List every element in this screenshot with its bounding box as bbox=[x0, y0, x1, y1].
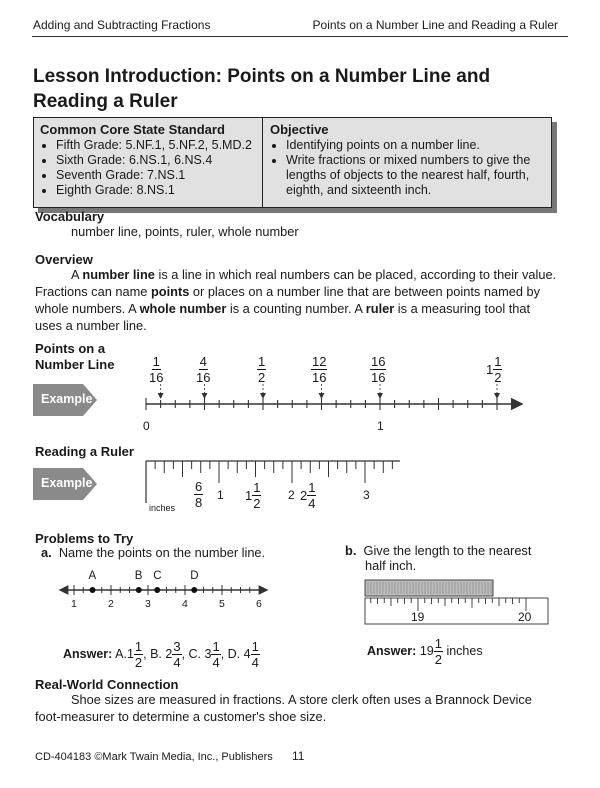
numberline-section-heading bbox=[35, 341, 114, 373]
objective-item: • Write fractions or mixed numbers to give the lengths of objects to the nearest half, fourth, eighth, and sixteenth inch. bbox=[286, 153, 543, 198]
overview-text: or places on a number line that are between points named by whole numbers. A bbox=[35, 284, 541, 316]
ruler-ticks bbox=[146, 461, 392, 483]
running-header-right: Points on a Number Line and Reading a Ruler bbox=[312, 18, 558, 32]
frac-num: 1 bbox=[308, 480, 316, 495]
standard-item: • Eighth Grade: 8.NS.1 bbox=[56, 183, 262, 198]
problem-a bbox=[41, 544, 265, 561]
example-badge-label: Example bbox=[41, 392, 93, 406]
standards-heading: Common Core State Standard bbox=[40, 122, 225, 137]
problems-heading: Problems to Try bbox=[35, 531, 134, 546]
problem-a-number-line bbox=[56, 578, 271, 614]
pointer-arrow-icon bbox=[158, 393, 164, 399]
pointer-arrow-icon bbox=[202, 393, 208, 399]
frac-num: 1 bbox=[258, 354, 266, 369]
example-badge bbox=[33, 468, 97, 500]
standard-item: • Fifth Grade: 5.NF.1, 5.NF.2, 5.MD.2 bbox=[56, 138, 262, 153]
standard-item: • Seventh Grade: 7.NS.1 bbox=[56, 168, 262, 183]
vocabulary-heading: Vocabulary bbox=[35, 209, 105, 224]
mixed-whole: 4 bbox=[243, 646, 251, 661]
frac-num: 1 bbox=[152, 354, 160, 369]
ruler-label-2-1-4 bbox=[300, 481, 316, 510]
numberline-heading-line2: Number Line bbox=[35, 357, 115, 372]
frac-num: 1 bbox=[134, 639, 143, 654]
page-number: 11 bbox=[292, 749, 305, 763]
pointer-arrow-icon bbox=[319, 393, 325, 399]
overview-text: A bbox=[71, 267, 83, 282]
frac-den: 2 bbox=[253, 496, 261, 511]
nl-label-4-16 bbox=[196, 355, 210, 384]
frac-num: 1 bbox=[253, 480, 261, 495]
frac-den: 4 bbox=[251, 655, 259, 670]
answer-a: Answer: A.1 $\frac{1}{2}$ , B. 2 $\frac{3}{4}$ , C. 3 $\frac{1}{4}$ , D. 4 $\frac{1}{4}$ bbox=[63, 639, 259, 670]
frac-num: 16 bbox=[371, 354, 386, 369]
frac-den: 2 bbox=[258, 370, 266, 385]
ruler-label-3: 3 bbox=[363, 488, 370, 502]
standards-list bbox=[34, 138, 262, 198]
standards-column bbox=[34, 118, 263, 207]
answer-a-prefix: C. bbox=[188, 646, 202, 661]
numberline-heading-line1: Points on a bbox=[35, 341, 106, 356]
point-label: D bbox=[190, 570, 199, 582]
ruler-inches-label: inches bbox=[149, 503, 176, 513]
tick-label: 1 bbox=[71, 598, 77, 610]
tick-label: 2 bbox=[108, 598, 114, 610]
pointer-arrow-icon bbox=[377, 393, 383, 399]
frac-num: 1 bbox=[251, 639, 259, 654]
vocabulary-text: number line, points, ruler, whole number bbox=[71, 224, 299, 239]
tick-label: 6 bbox=[256, 598, 262, 610]
header-rule bbox=[32, 36, 568, 37]
point-dot bbox=[154, 587, 160, 593]
ruler-label-1-1-2 bbox=[245, 481, 261, 510]
nl-label-1-1-2 bbox=[486, 355, 502, 384]
title-line-1: Lesson Introduction: Points on a Number Line and bbox=[33, 66, 491, 87]
term-ruler: ruler bbox=[365, 301, 395, 316]
frac-den: 8 bbox=[195, 495, 203, 510]
answer-b-label: Answer: bbox=[367, 643, 417, 658]
frac-den: 2 bbox=[494, 370, 502, 385]
frac-den: 16 bbox=[371, 370, 386, 385]
frac-num: 4 bbox=[199, 354, 207, 369]
answer-b bbox=[367, 637, 483, 666]
overview-paragraph bbox=[35, 266, 559, 334]
ruler-label-2: 2 bbox=[288, 488, 295, 502]
point-dot bbox=[90, 587, 96, 593]
objective-list bbox=[264, 138, 551, 198]
answer-a-label: Answer: bbox=[63, 646, 113, 661]
overview-text: is a measuring tool that uses a number line. bbox=[35, 301, 531, 333]
number-line-pointer-arrows bbox=[158, 384, 500, 399]
tick-label: 5 bbox=[219, 598, 225, 610]
title-line-2: Reading a Ruler bbox=[33, 91, 178, 112]
example-badge bbox=[33, 384, 97, 416]
problem-b-label: b. bbox=[345, 543, 357, 558]
term-whole-number: whole number bbox=[139, 301, 227, 316]
answer-a-prefix: D. bbox=[227, 646, 241, 661]
measured-object bbox=[365, 580, 493, 596]
realworld-text: Shoe sizes are measured in fractions. A store clerk often uses a Brannock Device foot-measurer to determine a customer's shoe size. bbox=[35, 692, 532, 724]
standards-box bbox=[33, 117, 552, 208]
term-points: points bbox=[150, 284, 190, 299]
mixed-whole: 3 bbox=[204, 646, 212, 661]
problem-b-text: Give the length to the nearest bbox=[363, 543, 532, 558]
frac-den: 16 bbox=[196, 370, 211, 385]
frac-num: 1 bbox=[494, 354, 502, 369]
problem-b-text-2: half inch. bbox=[365, 558, 417, 573]
frac-den: 16 bbox=[312, 370, 327, 385]
frac-den: 4 bbox=[212, 655, 220, 670]
tick-label: 4 bbox=[182, 598, 188, 610]
term-number-line: number line bbox=[82, 267, 155, 282]
frac-den: 4 bbox=[173, 655, 181, 670]
example-badge-label: Example bbox=[41, 476, 93, 490]
answer-b-unit: inches bbox=[446, 643, 483, 658]
nl-label-1-2 bbox=[257, 355, 266, 384]
mixed-whole: 1 bbox=[486, 362, 494, 377]
problem-a-label: a. bbox=[41, 545, 52, 560]
nl-label-1-16 bbox=[149, 355, 163, 384]
overview-heading: Overview bbox=[35, 252, 93, 267]
mixed-whole: 1 bbox=[245, 488, 253, 503]
running-header-left: Adding and Subtracting Fractions bbox=[33, 18, 211, 32]
ruler-label-20: 20 bbox=[518, 610, 532, 624]
overview-text: is a counting number. A bbox=[226, 301, 366, 316]
point-dot bbox=[191, 587, 197, 593]
nl-zero-label: 0 bbox=[143, 419, 150, 433]
frac-den: 16 bbox=[149, 370, 164, 385]
frac-num: 6 bbox=[195, 479, 203, 494]
overview-text: is a line in which real numbers can be placed, according to their value. Fractions can name bbox=[35, 267, 557, 299]
mixed-whole: 19 bbox=[419, 643, 434, 658]
number-line-diagram bbox=[140, 384, 530, 414]
frac-den: 4 bbox=[308, 496, 316, 511]
objective-column bbox=[264, 118, 551, 207]
nl-label-16-16 bbox=[370, 355, 386, 384]
mixed-whole: 2 bbox=[165, 646, 173, 661]
point-label: B bbox=[134, 570, 143, 582]
frac-num: 12 bbox=[312, 354, 327, 369]
ruler-label-6-8 bbox=[194, 480, 203, 509]
ruler-label-19: 19 bbox=[411, 610, 425, 624]
point-dot bbox=[136, 587, 142, 593]
answer-a-prefix: B. bbox=[150, 646, 162, 661]
objective-heading: Objective bbox=[270, 122, 329, 137]
answer-a-prefix: A. bbox=[115, 646, 127, 661]
pointer-arrow-icon bbox=[260, 393, 266, 399]
mixed-whole: 2 bbox=[300, 488, 308, 503]
tick-label: 3 bbox=[145, 598, 151, 610]
standard-item: • Sixth Grade: 6.NS.1, 6.NS.4 bbox=[56, 153, 262, 168]
frac-num: 1 bbox=[434, 636, 442, 651]
point-label: C bbox=[153, 570, 162, 582]
footer-publisher: CD-404183 ©Mark Twain Media, Inc., Publishers bbox=[35, 751, 273, 763]
ruler-label-1: 1 bbox=[217, 488, 224, 502]
page-title bbox=[33, 64, 490, 114]
realworld-heading: Real-World Connection bbox=[35, 677, 179, 692]
frac-den: 2 bbox=[134, 655, 143, 670]
problem-b bbox=[345, 543, 531, 573]
mixed-whole: 1 bbox=[126, 646, 134, 661]
nl-label-12-16 bbox=[311, 355, 327, 384]
frac-num: 1 bbox=[212, 639, 220, 654]
problem-a-text: Name the points on the number line. bbox=[58, 545, 266, 560]
point-label: A bbox=[88, 570, 97, 582]
frac-num: 3 bbox=[173, 639, 181, 654]
ruler-section-heading: Reading a Ruler bbox=[35, 444, 134, 459]
frac-den: 2 bbox=[434, 652, 442, 667]
pointer-arrow-icon bbox=[494, 393, 500, 399]
nl-one-label: 1 bbox=[377, 419, 384, 433]
objective-item: • Identifying points on a number line. bbox=[286, 138, 543, 153]
